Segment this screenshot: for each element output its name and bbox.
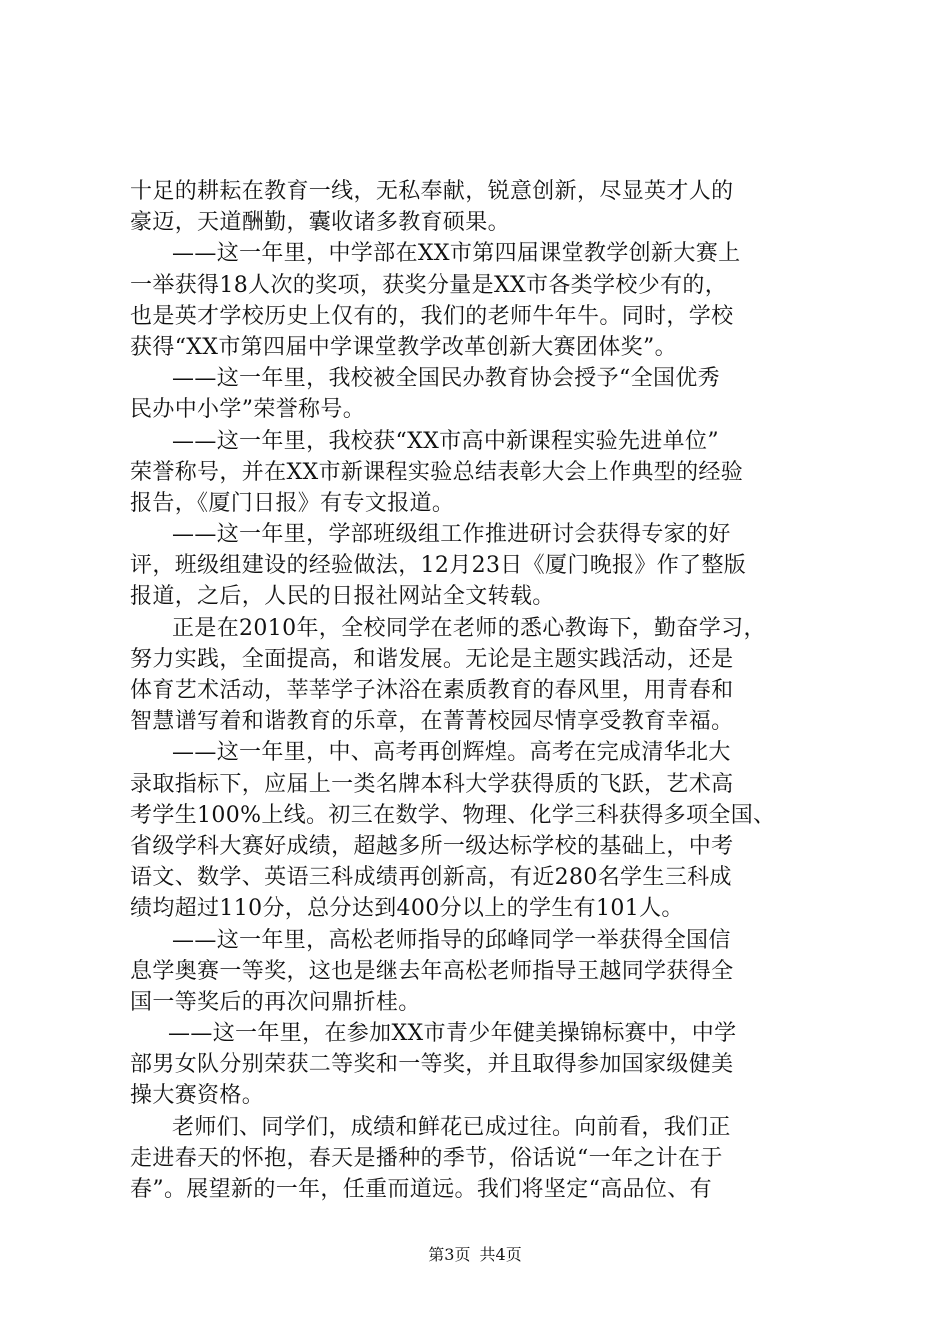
text-line: ——这一年里，我校获“XX市高中新课程实验先进单位” <box>172 428 719 454</box>
text-line: 也是英才学校历史上仅有的，我们的老师牛年牛。同时，学校 <box>130 303 734 329</box>
text-line: ——这一年里，学部班级组工作推进研讨会获得专家的好 <box>172 522 731 548</box>
text-line: 报道，之后，人民的日报社网站全文转载。 <box>130 584 555 610</box>
text-line: 努力实践，全面提高，和谐发展。无论是主题实践活动，还是 <box>130 646 734 672</box>
text-line: 省级学科大赛好成绩，超越多所一级达标学校的基础上，中考 <box>130 833 734 859</box>
page-total: 共4页 <box>479 1245 522 1264</box>
text-line: 考学生100%上线。初三在数学、物理、化学三科获得多项全国、 <box>130 802 776 828</box>
text-line: 春”。展望新的一年，任重而道远。我们将坚定“高品位、有 <box>130 1177 712 1202</box>
page-footer <box>0 1244 950 1266</box>
text-line: 绩均超过110分，总分达到400分以上的学生有101人。 <box>130 896 684 922</box>
text-line: ——这一年里，我校被全国民办教育协会授予“全国优秀 <box>172 366 720 392</box>
text-line: 民办中小学”荣誉称号。 <box>130 397 366 423</box>
text-line: 报告，《厦门日报》有专文报道。 <box>130 490 455 516</box>
text-line: 十足的耕耘在教育一线，无私奉献，锐意创新，尽显英才人的 <box>130 179 734 204</box>
text-line: 荣誉称号，并在XX市新课程实验总结表彰大会上作典型的经验 <box>130 459 744 485</box>
text-line: 息学奥赛一等奖，这也是继去年高松老师指导王越同学获得全 <box>130 958 734 984</box>
text-line: 正是在2010年，全校同学在老师的悉心教诲下，勤奋学习， <box>172 615 766 641</box>
body-text <box>130 176 830 1205</box>
text-line: ——这一年里，高松老师指导的邱峰同学一举获得全国信 <box>172 927 731 953</box>
text-line: ——这一年里，在参加XX市青少年健美操锦标赛中，中学 <box>168 1021 737 1047</box>
text-line: 体育艺术活动，莘莘学子沐浴在素质教育的春风里，用青春和 <box>130 678 734 703</box>
text-line: 评，班级组建设的经验做法，12月23日《厦门晚报》作了整版 <box>130 553 747 579</box>
text-line: 操大赛资格。 <box>130 1083 265 1109</box>
text-line: 录取指标下，应届上一类名牌本科大学获得质的飞跃，艺术高 <box>130 771 734 797</box>
text-line: 国一等奖后的再次问鼎折桂。 <box>130 989 421 1015</box>
text-line: 一举获得18人次的奖项，获奖分量是XX市各类学校少有的， <box>130 272 728 298</box>
page-number: 第3页 <box>428 1245 471 1264</box>
text-line: 老师们、同学们，成绩和鲜花已成过往。向前看，我们正 <box>172 1114 731 1140</box>
text-line: 智慧谱写着和谐教育的乐章，在菁菁校园尽情享受教育幸福。 <box>130 709 734 735</box>
text-line: 部男女队分别荣获二等奖和一等奖，并且取得参加国家级健美 <box>130 1052 734 1078</box>
text-line: ——这一年里，中学部在XX市第四届课堂教学创新大赛上 <box>172 241 741 267</box>
text-line: 语文、数学、英语三科成绩再创新高，有近280名学生三科成 <box>130 865 732 891</box>
text-line: ——这一年里，中、高考再创辉煌。高考在完成清华北大 <box>172 740 731 766</box>
text-line: 获得“XX市第四届中学课堂教学改革创新大赛团体奖”。 <box>130 334 677 360</box>
text-line: 豪迈，天道酬勤，囊收诸多教育硕果。 <box>130 210 510 236</box>
text-line: 走进春天的怀抱，春天是播种的季节，俗话说“一年之计在于 <box>130 1145 723 1171</box>
